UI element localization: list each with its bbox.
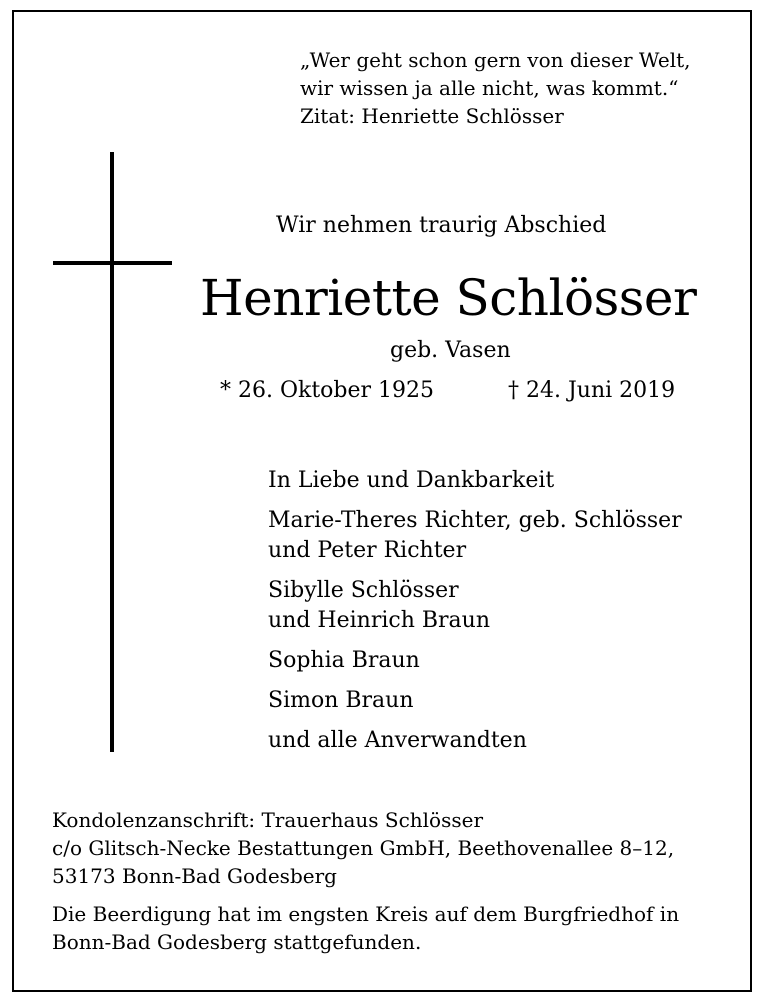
death-date: † 24. Juni 2019 [508, 378, 676, 403]
maiden-name: geb. Vasen [390, 338, 511, 363]
cross-icon-horizontal-bar [53, 261, 172, 265]
condolence-line: Kondolenzanschrift: Trauerhaus Schlösser [52, 808, 484, 832]
quote-block [300, 46, 691, 130]
condolence-line: 53173 Bonn-Bad Godesberg [52, 864, 337, 888]
mourner-line: und Heinrich Braun [268, 608, 490, 633]
mourner-line: Sophia Braun [268, 648, 420, 673]
quote-line: „Wer geht schon gern von dieser Welt, [300, 48, 691, 72]
cross-icon-vertical-bar [110, 152, 114, 752]
mourner-line: und alle Anverwandten [268, 728, 527, 753]
mourner-line: Sibylle Schlösser [268, 578, 459, 603]
mourners-list [268, 466, 682, 766]
mourner-entry [268, 576, 682, 636]
funeral-line: Die Beerdigung hat im engsten Kreis auf dem Burgfriedhof in [52, 902, 680, 926]
funeral-notice [52, 900, 679, 956]
condolence-address [52, 806, 674, 890]
mourner-entry [268, 646, 682, 676]
mourner-entry [268, 726, 682, 756]
funeral-line: Bonn-Bad Godesberg stattgefunden. [52, 930, 422, 954]
mourner-line: und Peter Richter [268, 538, 467, 563]
quote-attribution: Zitat: Henriette Schlösser [300, 104, 564, 128]
deceased-name: Henriette Schlösser [200, 269, 697, 327]
mourner-line: In Liebe und Dankbarkeit [268, 468, 555, 493]
mourner-line: Simon Braun [268, 688, 414, 713]
condolence-line: c/o Glitsch-Necke Bestattungen GmbH, Beethovenallee 8–12, [52, 836, 675, 860]
mourner-entry [268, 466, 682, 496]
mourner-entry [268, 506, 682, 566]
quote-line: wir wissen ja alle nicht, was kommt.“ [300, 76, 679, 100]
mourner-line: Marie-Theres Richter, geb. Schlösser [268, 508, 682, 533]
farewell-intro: Wir nehmen traurig Abschied [276, 213, 607, 238]
mourner-entry [268, 686, 682, 716]
birth-date: * 26. Oktober 1925 [220, 378, 435, 403]
